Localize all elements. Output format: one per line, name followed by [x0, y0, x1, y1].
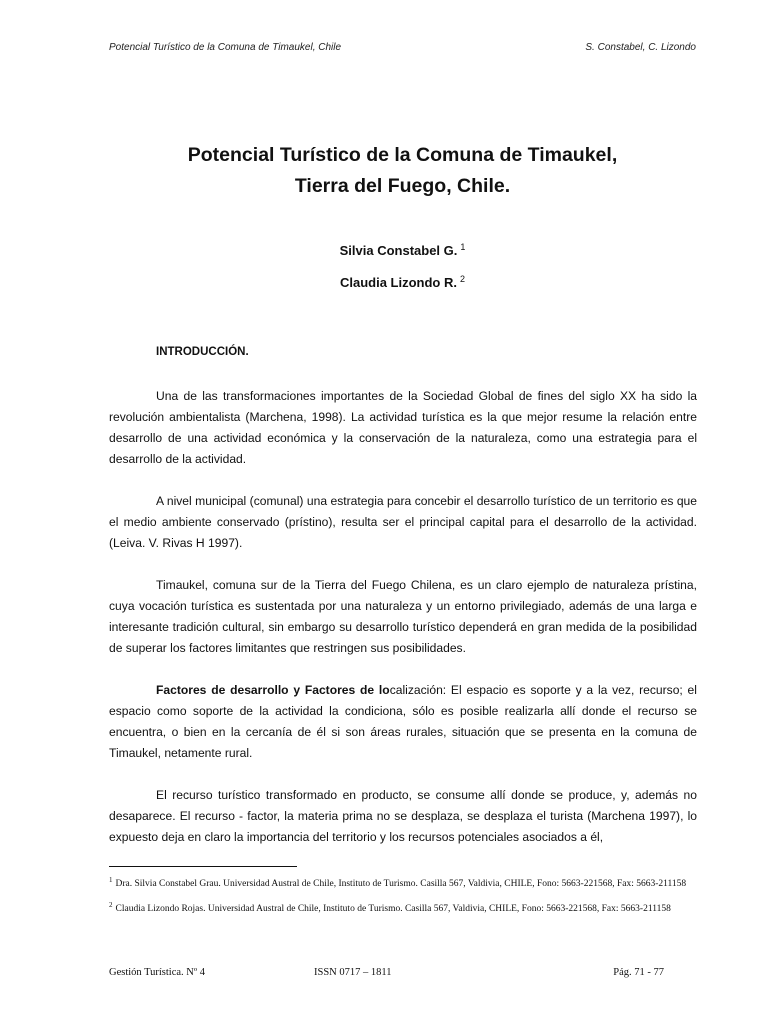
running-header-authors: S. Constabel, C. Lizondo — [585, 42, 696, 53]
footnotes — [109, 874, 697, 924]
footnote-marker: 1 — [460, 242, 466, 252]
paragraph-text: calización: El espacio es soporte y a la vez, recurso; el espacio como soporte de la actividad la condiciona, sólo es posible realizarla allí donde el recurso se encuentra, o bien en la cercanía de él si son áreas rurales, situación que se presenta en la comuna de Timaukel, netamente rural. — [109, 683, 697, 760]
author-2 — [109, 265, 696, 297]
footnote-number: 1 — [109, 876, 113, 884]
body-text — [109, 386, 697, 848]
paragraph-lead: Factores de desarrollo y Factores de lo — [156, 683, 390, 697]
footer-issn: ISSN 0717 – 1811 — [314, 967, 392, 978]
footnote-number: 2 — [109, 901, 113, 909]
paragraph-factors — [109, 680, 697, 764]
section-heading: INTRODUCCIÓN. — [156, 346, 249, 358]
running-header-title: Potencial Turístico de la Comuna de Timaukel, Chile — [109, 42, 342, 53]
running-header — [109, 42, 696, 53]
footnote-text: Claudia Lizondo Rojas. Universidad Austral de Chile, Instituto de Turismo. Casilla 567, Valdivia, CHILE, Fono: 5663-221568, Fax: 5663-211158 — [115, 904, 671, 914]
footnote-marker: 2 — [459, 274, 465, 284]
footer-journal: Gestión Turística. Nº 4 — [109, 967, 206, 978]
paragraph: Timaukel, comuna sur de la Tierra del Fuego Chilena, es un claro ejemplo de naturaleza prístina, cuya vocación turística es sustentada por una naturaleza y un entorno privilegiado, además de una larga e interesante tradición cultural, sin embargo su desarrollo turístico dependerá en gran medida de la posibilidad de superar los factores limitantes que restringen sus posibilidades. — [109, 578, 697, 655]
paragraph: Una de las transformaciones importantes de la Sociedad Global de fines del siglo XX ha sido la revolución ambientalista (Marchena, 1998). La actividad turística es la que mejor resume la relación entre desarrollo de una actividad económica y la conservación de la naturaleza, como una estrategia para el desarrollo de la actividad. — [109, 389, 697, 466]
footnote-separator — [109, 866, 297, 867]
footer-pages: Pág. 71 - 77 — [613, 967, 664, 978]
article-title — [109, 140, 696, 202]
paragraph: A nivel municipal (comunal) una estrategia para concebir el desarrollo turístico de un territorio es que el medio ambiente conservado (prístino), resulta ser el principal capital para el desarrollo de la actividad. (Leiva. V. Rivas H 1997). — [109, 494, 697, 550]
paragraph: El recurso turístico transformado en producto, se consume allí donde se produce, y, además no desaparece. El recurso - factor, la materia prima no se desplaza, se desplaza el turista (Marchena 1997), lo expuesto deja en claro la importancia del territorio y los recursos potenciales asociados a él, — [109, 788, 697, 844]
footnote-1 — [109, 874, 697, 891]
author-name: Silvia Constabel G. — [339, 243, 458, 258]
author-list — [109, 233, 696, 297]
author-1 — [109, 233, 696, 265]
footnote-text: Dra. Silvia Constabel Grau. Universidad Austral de Chile, Instituto de Turismo. Casilla 567, Valdivia, CHILE, Fono: 5663-221568, Fax: 5663-211158 — [115, 879, 687, 889]
footnote-2 — [109, 899, 697, 916]
author-name: Claudia Lizondo R. — [339, 275, 457, 290]
title-line-1: Potencial Turístico de la Comuna de Timaukel, — [187, 144, 618, 166]
title-line-2: Tierra del Fuego, Chile. — [294, 175, 511, 197]
